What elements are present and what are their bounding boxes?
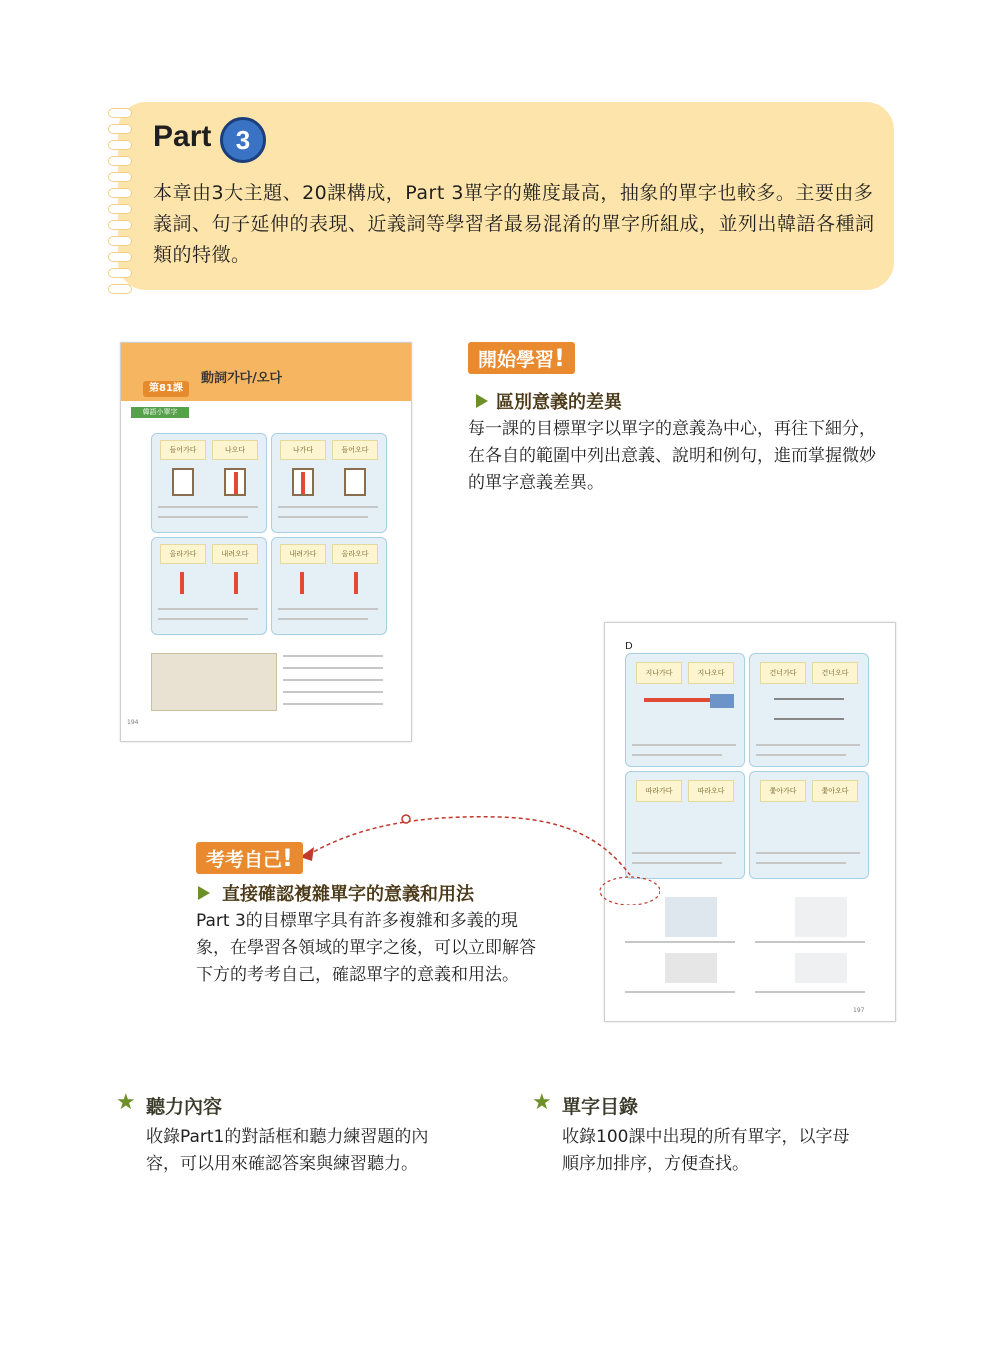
vocab-panel [749, 771, 869, 879]
vocab-panel [271, 537, 387, 635]
exercise-illustration [665, 953, 717, 983]
lesson-tag: 第81課 [143, 381, 189, 397]
vocab-panel [151, 537, 267, 635]
door-icon [344, 468, 366, 496]
lesson-header [121, 343, 411, 401]
vocab-card: 따라오다 [688, 780, 734, 802]
vocab-card: 올라가다 [160, 544, 206, 564]
self-test-subtitle: 直接確認複雜單字的意義和用法 [222, 884, 474, 905]
vocab-card: 지나오다 [688, 662, 734, 684]
lesson-title: 動詞가다/오다 [201, 371, 282, 386]
index-title: 單字目錄 [562, 1096, 639, 1118]
lesson-page-thumbnail [120, 342, 412, 742]
self-test-body: Part 3的目標單字具有許多複雜和多義的現象，在學習各領域的單字之後，可以立即解答下方的考考自己，確認單字的意義和用法。 [196, 911, 536, 985]
arrow-icon [234, 472, 238, 494]
crossing-icon [774, 698, 844, 720]
page-number: 197 [853, 1007, 865, 1014]
index-body: 收錄100課中出現的所有單字，以字母順序加排序，方便查找。 [562, 1127, 850, 1174]
self-test-badge: 考考自己! [196, 842, 303, 874]
vocab-card: 내려오다 [212, 544, 258, 564]
mini-vocab-label: 韓語小單字 [131, 407, 189, 418]
star-icon: ★ [532, 1090, 552, 1115]
section-letter: D [625, 641, 633, 652]
vocab-card: 쫓아오다 [812, 780, 858, 802]
vocab-card: 지나가다 [636, 662, 682, 684]
vocab-card: 나가다 [280, 440, 326, 460]
triangle-bullet-icon [476, 394, 488, 408]
listening-body: 收錄Part1的對話框和聽力練習題的內容，可以用來確認答案與練習聽力。 [146, 1127, 429, 1174]
arrow-icon [644, 698, 714, 702]
vocab-card: 건너가다 [760, 662, 806, 684]
vocab-panel [151, 433, 267, 533]
arrow-icon [301, 472, 305, 494]
vocab-panel [749, 653, 869, 767]
vocab-card: 따라가다 [636, 780, 682, 802]
start-body: 每一課的目標單字以單字的意義為中心，再往下細分，在各自的範圍中列出意義、說明和例句，進而掌握微妙的單字意義差異。 [468, 419, 876, 493]
exercise-illustration [665, 897, 717, 937]
arrow-icon [300, 572, 304, 594]
arrow-icon [354, 572, 358, 594]
part-description: 本章由3大主題、20課構成，Part 3單字的難度最高，抽象的單字也較多。主要由多義詞、句子延伸的表現、近義詞等學習者最易混淆的單字所組成，並列出韓語各種詞類的特徵。 [153, 182, 875, 266]
triangle-bullet-icon [198, 886, 210, 900]
exercise-illustration [795, 953, 847, 983]
vocab-card: 나오다 [212, 440, 258, 460]
start-subtitle: 區別意義的差異 [496, 392, 622, 413]
arrow-icon [234, 572, 238, 594]
vocab-card: 들어가다 [160, 440, 206, 460]
vocab-card: 내려가다 [280, 544, 326, 564]
exercise-illustration [151, 653, 277, 711]
arrow-icon [180, 572, 184, 594]
vocab-card: 쫓아가다 [760, 780, 806, 802]
vocab-card: 들어오다 [332, 440, 378, 460]
vocab-card: 올라오다 [332, 544, 378, 564]
part-number-badge: 3 [220, 117, 266, 163]
door-icon [172, 468, 194, 496]
vocab-panel [271, 433, 387, 533]
page-number: 194 [127, 719, 139, 726]
vocab-card: 건너오다 [812, 662, 858, 684]
vocab-panel [625, 653, 745, 767]
notebook-spiral [108, 108, 136, 290]
star-icon: ★ [116, 1090, 136, 1115]
part-title: Part [153, 120, 212, 153]
exercise-illustration [795, 897, 847, 937]
start-learning-badge: 開始學習! [468, 342, 575, 374]
bus-icon [710, 694, 734, 708]
listening-title: 聽力內容 [146, 1096, 223, 1118]
